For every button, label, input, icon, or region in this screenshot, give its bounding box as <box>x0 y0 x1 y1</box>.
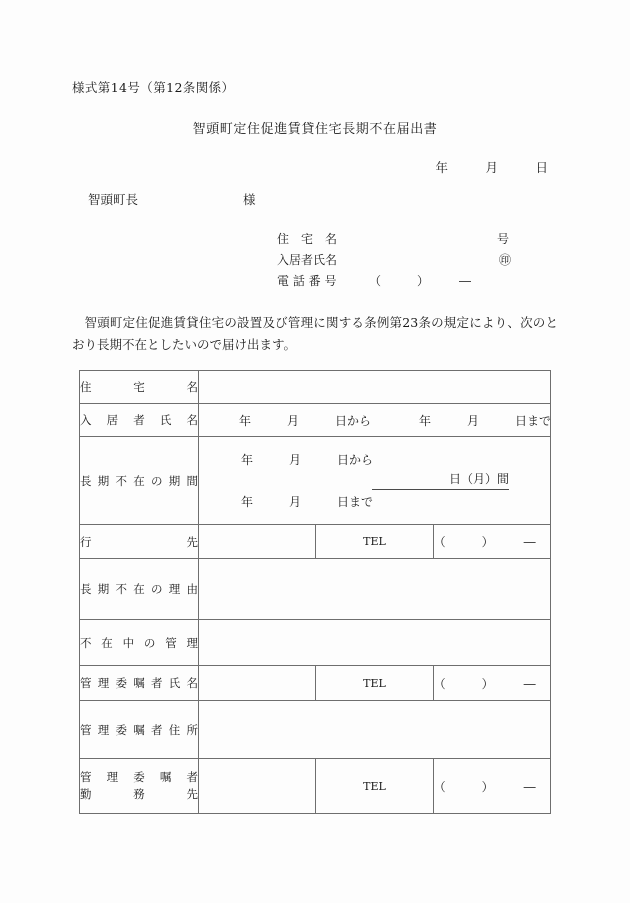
row-label-destination <box>80 525 199 559</box>
tel-label-agent: TEL <box>316 666 433 701</box>
applicant-resident-name-row <box>277 251 509 272</box>
row-value-agent-workplace[interactable] <box>199 759 316 814</box>
row-value-absence-period[interactable] <box>199 437 551 525</box>
row-value-management-during-absence[interactable] <box>199 620 551 666</box>
table-row <box>80 666 551 701</box>
applicant-phone-row <box>277 272 509 293</box>
application-table <box>79 370 551 814</box>
tel-label-destination: TEL <box>316 525 433 559</box>
body-paragraph-text: 智頭町定住促進賃貸住宅の設置及び管理に関する条例第23条の規定により、次のとおり長期不在としたいので届け出ます。 <box>72 315 558 352</box>
row-value-housing-name[interactable] <box>199 371 551 404</box>
row-value-resident-dates[interactable] <box>199 404 551 437</box>
row-label-management-during-absence <box>80 620 199 666</box>
table-row <box>80 701 551 759</box>
row-label-resident-name <box>80 404 199 437</box>
row-value-destination[interactable] <box>199 525 316 559</box>
label-line-2: 勤 務 先 <box>80 787 198 801</box>
row-label-agent-name <box>80 666 199 701</box>
table-row <box>80 559 551 620</box>
label-chars: 不 在 中 の 管 理 <box>80 635 198 650</box>
addressee-name: 智頭町長 <box>88 192 139 207</box>
table-row <box>80 404 551 437</box>
seal-icon: ㊞ <box>498 253 511 267</box>
row-label-housing-name <box>80 371 199 404</box>
applicant-phone-value: （ ） ― <box>369 274 472 288</box>
label-chars <box>80 769 198 802</box>
absence-duration-blank[interactable]: 日（月）間 <box>372 470 509 490</box>
row-label-agent-address <box>80 701 199 759</box>
table-row <box>80 620 551 666</box>
label-chars: 管 理 委 嘱 者 住 所 <box>80 722 198 737</box>
addressee-honorific: 様 <box>243 192 256 207</box>
applicant-housing-name-row <box>277 230 509 251</box>
applicant-block <box>277 230 509 293</box>
label-chars: 長 期 不 在 の 期 間 <box>80 473 198 488</box>
label-chars: 行 先 <box>80 534 198 549</box>
label-chars: 長 期 不 在 の 理 由 <box>80 582 198 596</box>
date-field: 年 月 日 <box>435 160 548 175</box>
row-value-agent-name[interactable] <box>199 666 316 701</box>
label-chars: 管 理 委 嘱 者 氏 名 <box>80 676 198 690</box>
row-label-absence-period <box>80 437 199 525</box>
absence-to-date: 年 月 日まで <box>241 495 374 509</box>
applicant-resident-name-label: 入居者氏名 <box>277 253 338 267</box>
table-row <box>80 525 551 559</box>
table-row <box>80 759 551 814</box>
table-row <box>80 437 551 525</box>
resident-date-range: 年 月 日から 年 月 日まで <box>239 413 552 428</box>
form-number: 様式第14号（第12条関係） <box>72 80 235 95</box>
row-label-absence-reason <box>80 559 199 620</box>
tel-label-agent-workplace: TEL <box>316 759 433 814</box>
row-value-agent-address[interactable] <box>199 701 551 759</box>
applicant-housing-unit-label: 号 <box>496 232 509 246</box>
tel-value-destination[interactable]: （ ） ― <box>433 525 550 559</box>
tel-value-agent[interactable]: （ ） ― <box>433 666 550 701</box>
absence-from-date: 年 月 日から <box>241 453 374 467</box>
row-label-agent-workplace <box>80 759 199 814</box>
label-chars: 住 宅 名 <box>80 380 198 394</box>
table-row <box>80 371 551 404</box>
row-value-absence-reason[interactable] <box>199 559 551 620</box>
label-chars: 入 居 者 氏 名 <box>80 413 198 427</box>
applicant-phone-label: 電 話 番 号 <box>277 274 337 288</box>
applicant-housing-name-label: 住 宅 名 <box>277 232 338 246</box>
absence-period-inner <box>199 437 550 524</box>
page-title: 智頭町定住促進賃貸住宅長期不在届出書 <box>192 122 438 137</box>
label-line-1: 管 理 委 嘱 者 <box>80 770 198 785</box>
body-paragraph <box>72 312 558 356</box>
tel-value-agent-workplace[interactable]: （ ） ― <box>433 759 550 814</box>
